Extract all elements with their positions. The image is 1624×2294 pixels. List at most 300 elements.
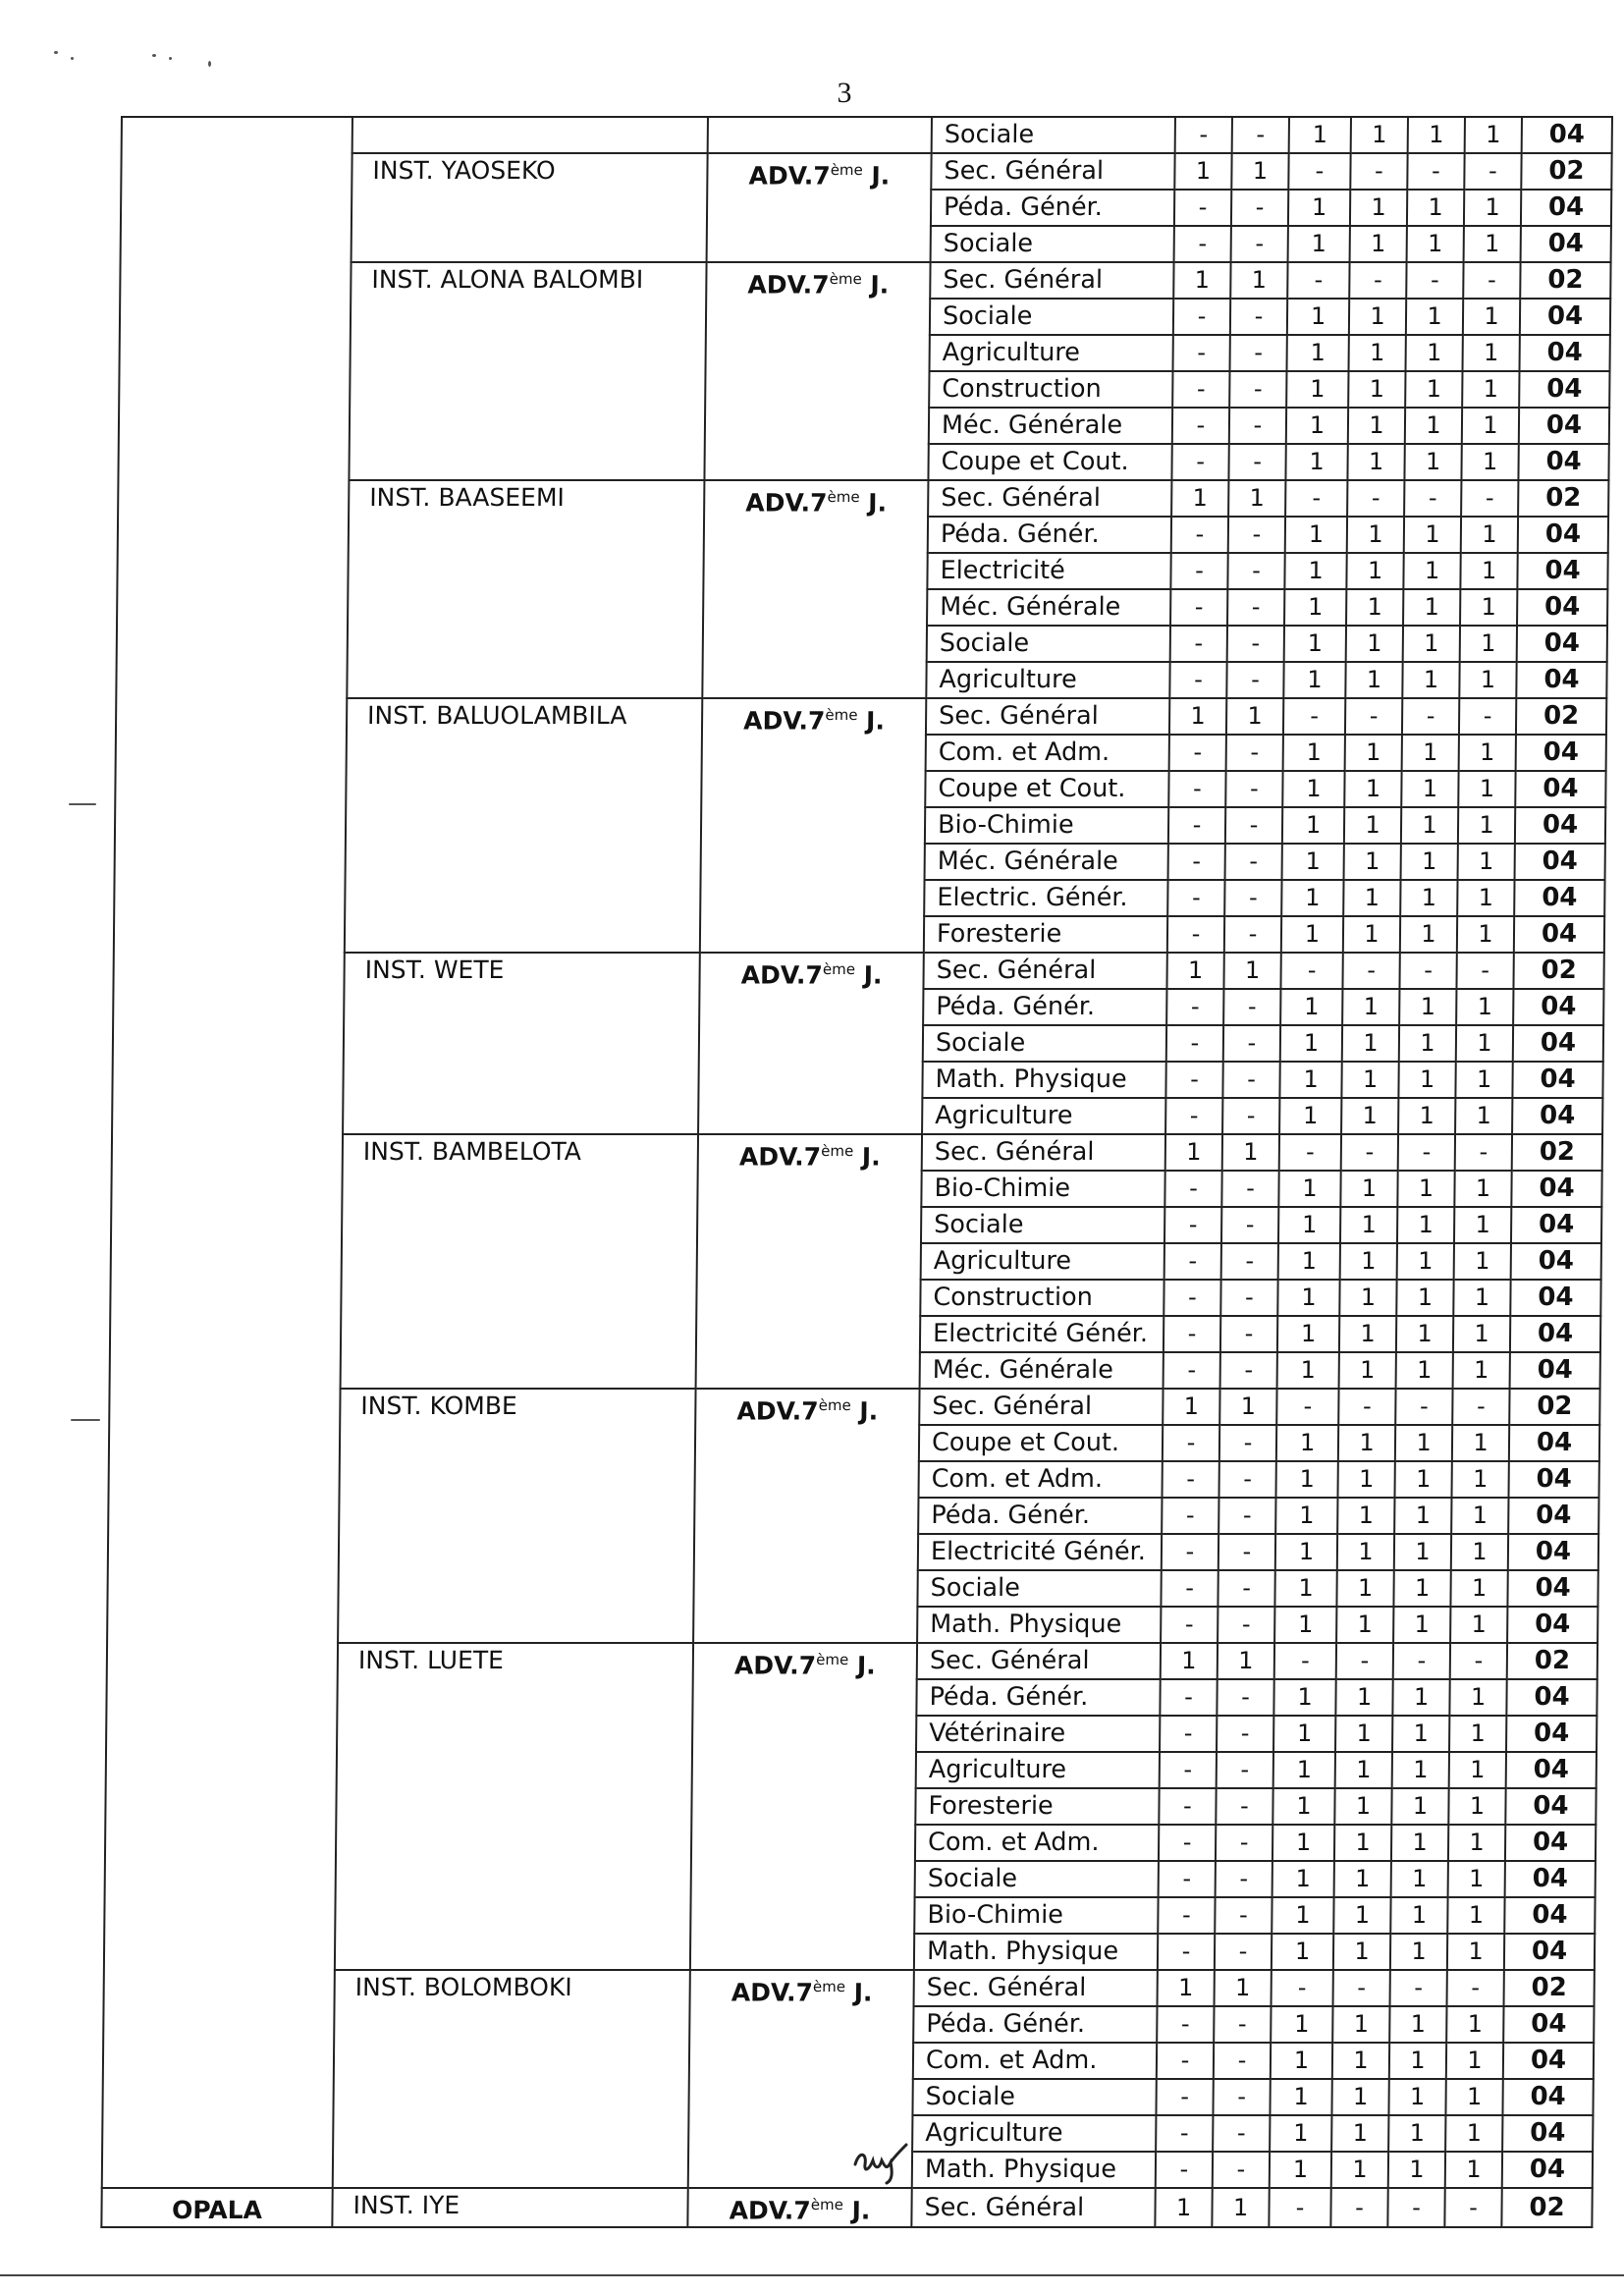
level-count-cell: 1 <box>1402 735 1459 771</box>
total-cell: 04 <box>1520 335 1610 371</box>
regime-cell: ADV.7ème J. <box>690 1643 917 1970</box>
level-count-cell: 1 <box>1464 190 1521 226</box>
table-body <box>101 117 1612 2227</box>
level-count-cell: 1 <box>1405 408 1462 444</box>
level-count-cell: - <box>1345 698 1402 735</box>
level-count-cell: 1 <box>1402 662 1459 698</box>
level-count-cell: - <box>1225 844 1282 880</box>
option-cell: Electricité <box>927 553 1170 589</box>
option-cell: Sec. Général <box>928 480 1171 517</box>
level-count-cell: - <box>1232 117 1289 153</box>
total-cell: 02 <box>1520 262 1610 299</box>
level-count-cell: 1 <box>1278 1243 1340 1280</box>
option-cell: Sec. Général <box>922 1134 1165 1171</box>
level-count-cell: 1 <box>1272 1897 1333 1934</box>
level-count-cell: 1 <box>1155 2188 1212 2227</box>
option-cell: Com. et Adm. <box>918 1461 1162 1498</box>
level-count-cell: - <box>1218 1498 1275 1534</box>
level-count-cell: - <box>1159 1788 1216 1825</box>
level-count-cell: 1 <box>1342 989 1399 1025</box>
level-count-cell: - <box>1287 262 1349 299</box>
option-cell: Sociale <box>921 1207 1164 1243</box>
level-count-cell: - <box>1229 371 1286 408</box>
level-count-cell: 1 <box>1288 190 1350 226</box>
level-count-cell: - <box>1161 1607 1218 1643</box>
level-count-cell: - <box>1217 1752 1273 1788</box>
level-count-cell: 1 <box>1407 190 1464 226</box>
level-count-cell: 1 <box>1445 2079 1502 2115</box>
total-cell: 04 <box>1508 1534 1598 1570</box>
level-count-cell: 1 <box>1445 2115 1502 2152</box>
level-count-cell: 1 <box>1336 1607 1393 1643</box>
regime-cell: ADV.7ème J. <box>704 262 930 480</box>
option-cell: Sociale <box>932 117 1175 153</box>
level-count-cell: 1 <box>1166 953 1223 989</box>
option-cell: Méc. Générale <box>927 589 1170 626</box>
level-count-cell: 1 <box>1339 1352 1396 1389</box>
option-cell: Bio-Chimie <box>925 807 1168 844</box>
level-count-cell: 1 <box>1401 807 1458 844</box>
district-cell: OPALA <box>101 2188 332 2227</box>
level-count-cell: - <box>1222 1062 1279 1098</box>
level-count-cell: 1 <box>1465 117 1522 153</box>
level-count-cell: - <box>1219 1425 1276 1461</box>
level-count-cell: 1 <box>1399 989 1456 1025</box>
table-row <box>122 117 1612 153</box>
option-cell: Coupe et Cout. <box>925 771 1168 807</box>
level-count-cell: 1 <box>1454 1207 1511 1243</box>
level-count-cell: 1 <box>1223 953 1280 989</box>
level-count-cell: - <box>1447 1970 1504 2006</box>
level-count-cell: - <box>1170 589 1227 626</box>
level-count-cell: 1 <box>1450 1570 1507 1607</box>
table-row <box>101 2188 1592 2227</box>
total-cell: 04 <box>1517 553 1607 589</box>
level-count-cell: - <box>1158 1897 1215 1934</box>
level-count-cell: 1 <box>1231 153 1288 190</box>
level-count-cell: 1 <box>1458 807 1515 844</box>
level-count-cell: 1 <box>1401 844 1458 880</box>
level-count-cell: 1 <box>1332 2006 1389 2043</box>
level-count-cell: - <box>1229 408 1286 444</box>
level-count-cell: - <box>1172 371 1229 408</box>
level-count-cell: - <box>1214 2043 1271 2079</box>
level-count-cell: 1 <box>1454 1171 1511 1207</box>
level-count-cell: 1 <box>1346 626 1403 662</box>
level-count-cell: 1 <box>1455 1062 1512 1098</box>
option-cell: Agriculture <box>930 335 1173 371</box>
level-count-cell: 1 <box>1272 1861 1334 1897</box>
option-cell: Math. Physique <box>917 1607 1161 1643</box>
option-cell: Electricité Génér. <box>920 1316 1164 1352</box>
level-count-cell: 1 <box>1275 1461 1337 1498</box>
option-cell: Sociale <box>917 1570 1161 1607</box>
level-count-cell: - <box>1160 1716 1217 1752</box>
level-count-cell: - <box>1279 1134 1341 1171</box>
level-count-cell: - <box>1387 2188 1444 2227</box>
level-count-cell: - <box>1166 1025 1223 1062</box>
level-count-cell: 1 <box>1219 1389 1276 1425</box>
level-count-cell: - <box>1174 190 1231 226</box>
level-count-cell: 1 <box>1396 1316 1453 1352</box>
level-count-cell: 1 <box>1282 844 1344 880</box>
level-count-cell: 1 <box>1408 117 1465 153</box>
level-count-cell: 1 <box>1173 262 1230 299</box>
option-cell: Vétérinaire <box>916 1716 1160 1752</box>
total-cell: 04 <box>1512 1062 1602 1098</box>
level-count-cell: - <box>1349 262 1406 299</box>
level-count-cell: 1 <box>1274 1570 1336 1607</box>
level-count-cell: 1 <box>1348 408 1405 444</box>
level-count-cell: 1 <box>1337 1498 1394 1534</box>
level-count-cell: 1 <box>1215 1970 1272 2006</box>
level-count-cell: 1 <box>1340 1171 1397 1207</box>
option-cell: Electricité Génér. <box>918 1534 1162 1570</box>
level-count-cell: 1 <box>1397 1171 1454 1207</box>
level-count-cell: - <box>1459 698 1516 735</box>
total-cell: 04 <box>1504 1934 1595 1970</box>
level-count-cell: 1 <box>1342 1025 1399 1062</box>
total-cell: 04 <box>1522 117 1612 153</box>
level-count-cell: 1 <box>1338 1425 1395 1461</box>
level-count-cell: 1 <box>1340 1243 1397 1280</box>
level-count-cell: 1 <box>1273 1716 1335 1752</box>
level-count-cell: 1 <box>1228 480 1285 517</box>
option-cell: Agriculture <box>912 2115 1156 2152</box>
level-count-cell: - <box>1171 444 1228 480</box>
level-count-cell: - <box>1274 1643 1336 1679</box>
total-cell: 04 <box>1510 1352 1600 1389</box>
level-count-cell: - <box>1167 916 1224 953</box>
level-count-cell: 1 <box>1448 1861 1505 1897</box>
level-count-cell: - <box>1226 662 1283 698</box>
level-count-cell: 1 <box>1457 880 1514 916</box>
level-count-cell: 1 <box>1463 299 1520 335</box>
level-count-cell: 1 <box>1277 1280 1339 1316</box>
level-count-cell: - <box>1231 190 1288 226</box>
total-cell: 04 <box>1502 2152 1593 2188</box>
level-count-cell: 1 <box>1226 698 1283 735</box>
level-count-cell: 1 <box>1333 1897 1390 1934</box>
level-count-cell: 1 <box>1456 1025 1513 1062</box>
option-cell: Agriculture <box>921 1243 1164 1280</box>
level-count-cell: 1 <box>1344 771 1401 807</box>
level-count-cell: 1 <box>1351 117 1408 153</box>
option-cell: Sociale <box>915 1861 1159 1897</box>
level-count-cell: 1 <box>1401 771 1458 807</box>
school-cell: INST. ALONA BALOMBI <box>349 262 706 480</box>
total-cell: 04 <box>1513 1025 1603 1062</box>
level-count-cell: 1 <box>1344 807 1401 844</box>
level-count-cell: 1 <box>1463 335 1520 371</box>
level-count-cell: - <box>1168 771 1225 807</box>
level-count-cell: 1 <box>1273 1679 1335 1716</box>
level-count-cell: 1 <box>1389 2006 1446 2043</box>
level-count-cell: 1 <box>1403 626 1460 662</box>
level-count-cell: 1 <box>1282 807 1344 844</box>
level-count-cell: 1 <box>1286 408 1348 444</box>
level-count-cell: 1 <box>1393 1570 1450 1607</box>
option-cell: Coupe et Cout. <box>919 1425 1163 1461</box>
level-count-cell: 1 <box>1349 299 1406 335</box>
total-cell: 04 <box>1503 2006 1594 2043</box>
level-count-cell: 1 <box>1449 1752 1506 1788</box>
level-count-cell: - <box>1224 916 1281 953</box>
total-cell: 04 <box>1508 1461 1598 1498</box>
level-count-cell: 1 <box>1392 1752 1449 1788</box>
scan-speck <box>71 57 74 60</box>
level-count-cell: 1 <box>1273 1752 1335 1788</box>
option-cell: Sociale <box>923 1025 1166 1062</box>
level-count-cell: - <box>1220 1280 1277 1316</box>
level-count-cell: - <box>1227 626 1284 662</box>
level-count-cell: 1 <box>1448 1788 1505 1825</box>
level-count-cell: - <box>1162 1461 1218 1498</box>
level-count-cell: 1 <box>1396 1280 1453 1316</box>
level-count-cell: - <box>1164 1171 1221 1207</box>
level-count-cell: - <box>1172 408 1229 444</box>
level-count-cell: - <box>1280 953 1342 989</box>
total-cell: 04 <box>1504 1897 1595 1934</box>
total-cell: 04 <box>1518 517 1608 553</box>
level-count-cell: 1 <box>1285 444 1347 480</box>
total-cell: 04 <box>1511 1171 1601 1207</box>
level-count-cell: 1 <box>1390 1934 1447 1970</box>
level-count-cell: 1 <box>1334 1861 1391 1897</box>
level-count-cell: - <box>1213 2079 1270 2115</box>
level-count-cell: 1 <box>1343 916 1400 953</box>
option-cell: Bio-Chimie <box>914 1897 1158 1934</box>
total-cell: 04 <box>1515 807 1605 844</box>
level-count-cell: - <box>1215 1934 1272 1970</box>
level-count-cell: - <box>1223 1025 1280 1062</box>
level-count-cell: 1 <box>1449 1679 1506 1716</box>
level-count-cell: - <box>1272 1970 1333 2006</box>
level-count-cell: 1 <box>1276 1425 1338 1461</box>
total-cell: 02 <box>1518 480 1608 517</box>
level-count-cell: 1 <box>1284 553 1346 589</box>
level-count-cell: - <box>1170 626 1227 662</box>
level-count-cell: - <box>1406 262 1463 299</box>
level-count-cell: - <box>1341 1134 1398 1171</box>
signature-initials <box>849 2141 918 2185</box>
regime-cell: ADV.7ème J. <box>687 2188 911 2227</box>
level-count-cell: - <box>1342 953 1399 989</box>
level-count-cell: 1 <box>1393 1607 1450 1643</box>
level-count-cell: 1 <box>1335 1679 1392 1716</box>
school-cell: INST. BAMBELOTA <box>341 1134 698 1389</box>
level-count-cell: 1 <box>1347 517 1404 553</box>
total-cell: 02 <box>1504 1970 1595 2006</box>
level-count-cell: 1 <box>1230 262 1287 299</box>
regime-cell: ADV.7ème J. <box>696 1134 922 1389</box>
level-count-cell: 1 <box>1451 1461 1508 1498</box>
level-count-cell: 1 <box>1394 1534 1451 1570</box>
level-count-cell: 1 <box>1446 2006 1503 2043</box>
level-count-cell: 1 <box>1396 1352 1453 1389</box>
scan-speck <box>69 803 96 805</box>
level-count-cell: 1 <box>1404 444 1461 480</box>
option-cell: Péda. Génér. <box>918 1498 1162 1534</box>
level-count-cell: 1 <box>1453 1280 1510 1316</box>
option-cell: Foresterie <box>915 1788 1159 1825</box>
school-cell: INST. YAOSEKO <box>352 153 708 262</box>
level-count-cell: 1 <box>1346 589 1403 626</box>
option-cell: Sociale <box>931 226 1174 262</box>
level-count-cell: - <box>1333 1970 1390 2006</box>
total-cell: 04 <box>1521 226 1611 262</box>
level-count-cell: 1 <box>1350 226 1407 262</box>
level-count-cell: - <box>1156 2152 1213 2188</box>
level-count-cell: - <box>1216 1825 1272 1861</box>
level-count-cell: - <box>1398 1134 1455 1171</box>
level-count-cell: 1 <box>1394 1461 1451 1498</box>
level-count-cell: - <box>1231 226 1288 262</box>
total-cell: 04 <box>1507 1607 1597 1643</box>
level-count-cell: 1 <box>1452 1425 1509 1461</box>
option-cell: Math. Physique <box>912 2152 1156 2188</box>
level-count-cell: 1 <box>1395 1425 1452 1461</box>
level-count-cell: 1 <box>1461 444 1518 480</box>
level-count-cell: - <box>1336 1643 1393 1679</box>
level-count-cell: - <box>1156 2115 1213 2152</box>
level-count-cell: - <box>1390 1970 1447 2006</box>
level-count-cell: - <box>1226 735 1283 771</box>
level-count-cell: 1 <box>1398 1098 1455 1134</box>
option-cell: Sec. Général <box>911 2188 1155 2227</box>
level-count-cell: - <box>1338 1389 1395 1425</box>
total-cell: 04 <box>1512 1098 1602 1134</box>
level-count-cell: 1 <box>1455 1098 1512 1134</box>
level-count-cell: 1 <box>1270 2152 1331 2188</box>
option-cell: Sec. Général <box>923 953 1166 989</box>
total-cell: 04 <box>1514 880 1604 916</box>
level-count-cell: - <box>1160 1752 1217 1788</box>
level-count-cell: - <box>1216 1788 1272 1825</box>
level-count-cell: 1 <box>1272 1934 1333 1970</box>
level-count-cell: 1 <box>1339 1280 1396 1316</box>
level-count-cell: 1 <box>1451 1498 1508 1534</box>
level-count-cell: - <box>1174 226 1231 262</box>
level-count-cell: - <box>1456 953 1513 989</box>
option-cell: Péda. Génér. <box>931 190 1174 226</box>
level-count-cell: 1 <box>1460 589 1517 626</box>
level-count-cell: 1 <box>1459 662 1516 698</box>
level-count-cell: 1 <box>1344 844 1401 880</box>
option-cell: Electric. Génér. <box>924 880 1167 916</box>
level-count-cell: 1 <box>1272 1825 1334 1861</box>
option-cell: Com. et Adm. <box>913 2043 1157 2079</box>
level-count-cell: 1 <box>1459 735 1516 771</box>
level-count-cell: - <box>1170 553 1227 589</box>
total-cell: 04 <box>1516 662 1606 698</box>
school-cell: INST. LUETE <box>335 1643 693 1970</box>
regime-cell: ADV.7ème J. <box>688 1970 914 2188</box>
level-count-cell: 1 <box>1403 589 1460 626</box>
level-count-cell: - <box>1168 844 1225 880</box>
school-cell: INST. WETE <box>343 953 700 1134</box>
level-count-cell: 1 <box>1279 1062 1341 1098</box>
level-count-cell: - <box>1222 1098 1279 1134</box>
level-count-cell: - <box>1347 480 1404 517</box>
option-cell: Méc. Générale <box>925 844 1168 880</box>
level-count-cell: - <box>1166 989 1223 1025</box>
bottom-rule <box>0 2274 1624 2276</box>
total-cell: 04 <box>1506 1716 1597 1752</box>
level-count-cell: 1 <box>1283 662 1345 698</box>
level-count-cell: - <box>1162 1534 1218 1570</box>
total-cell: 04 <box>1511 1243 1601 1280</box>
option-cell: Péda. Génér. <box>916 1679 1160 1716</box>
level-count-cell: 1 <box>1275 1498 1337 1534</box>
level-count-cell: - <box>1164 1316 1220 1352</box>
level-count-cell: 1 <box>1394 1498 1451 1534</box>
level-count-cell: 1 <box>1457 916 1514 953</box>
option-cell: Sociale <box>930 299 1173 335</box>
option-cell: Sec. Général <box>914 1970 1158 2006</box>
level-count-cell: 1 <box>1331 2152 1388 2188</box>
level-count-cell: 1 <box>1278 1207 1340 1243</box>
level-count-cell: - <box>1214 2006 1271 2043</box>
level-count-cell: 1 <box>1277 1352 1339 1389</box>
level-count-cell: 1 <box>1337 1534 1394 1570</box>
total-cell: 04 <box>1503 2043 1594 2079</box>
level-count-cell: - <box>1218 1570 1274 1607</box>
level-count-cell: - <box>1224 880 1281 916</box>
level-count-cell: - <box>1227 553 1284 589</box>
option-cell: Bio-Chimie <box>921 1171 1164 1207</box>
total-cell: 02 <box>1521 153 1611 190</box>
level-count-cell: 1 <box>1447 1934 1504 1970</box>
option-cell: Construction <box>920 1280 1164 1316</box>
level-count-cell: - <box>1169 735 1226 771</box>
level-count-cell: 1 <box>1458 771 1515 807</box>
option-cell: Coupe et Cout. <box>928 444 1171 480</box>
level-count-cell: 1 <box>1281 880 1343 916</box>
level-count-cell: - <box>1156 2079 1213 2115</box>
level-count-cell: - <box>1220 1352 1277 1389</box>
level-count-cell: 1 <box>1218 1643 1274 1679</box>
level-count-cell: 1 <box>1346 553 1403 589</box>
level-count-cell: 1 <box>1445 2152 1502 2188</box>
total-cell: 04 <box>1508 1498 1598 1534</box>
level-count-cell: - <box>1330 2188 1387 2227</box>
level-count-cell: 1 <box>1341 1098 1398 1134</box>
level-count-cell: 1 <box>1456 989 1513 1025</box>
level-count-cell: 1 <box>1286 371 1348 408</box>
level-count-cell: - <box>1276 1389 1338 1425</box>
level-count-cell: - <box>1285 480 1347 517</box>
level-count-cell: - <box>1158 1934 1215 1970</box>
total-cell: 04 <box>1509 1425 1599 1461</box>
level-count-cell: - <box>1218 1461 1275 1498</box>
school-cell: INST. BAASEEMI <box>347 480 704 698</box>
option-cell: Péda. Génér. <box>928 517 1171 553</box>
district-cell <box>102 117 352 2188</box>
school-cell <box>352 117 708 153</box>
level-count-cell: - <box>1164 1243 1221 1280</box>
level-count-cell: - <box>1444 2188 1501 2227</box>
level-count-cell: - <box>1216 1861 1272 1897</box>
level-count-cell: - <box>1221 1207 1278 1243</box>
level-count-cell: 1 <box>1399 1025 1456 1062</box>
option-cell: Math. Physique <box>922 1062 1165 1098</box>
scan-speck <box>54 51 58 54</box>
level-count-cell: - <box>1171 517 1228 553</box>
level-count-cell: 1 <box>1337 1461 1394 1498</box>
level-count-cell: - <box>1221 1171 1278 1207</box>
level-count-cell: 1 <box>1158 1970 1215 2006</box>
